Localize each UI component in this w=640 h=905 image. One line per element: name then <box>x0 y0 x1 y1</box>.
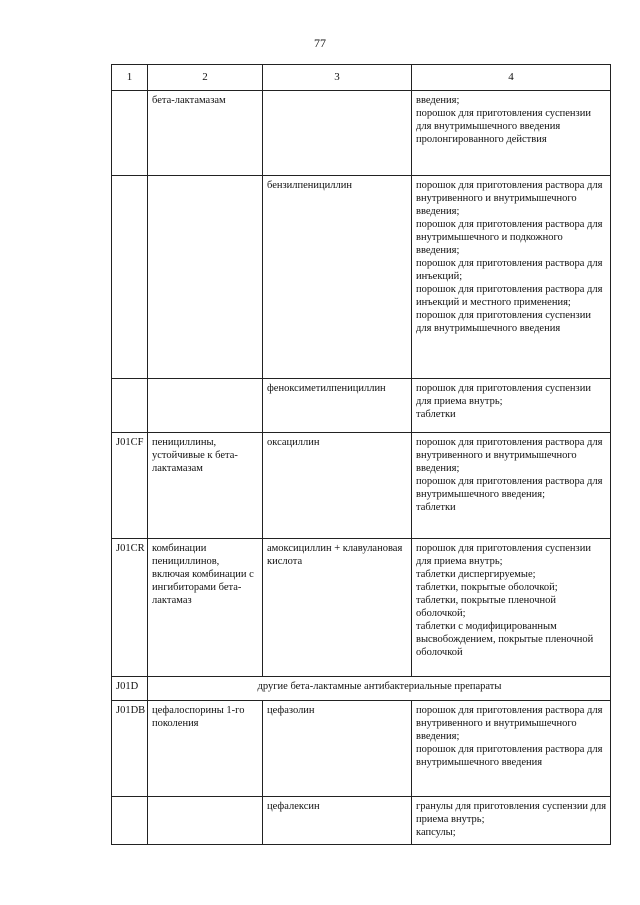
drug-cell: феноксиметилпенициллин <box>263 379 412 433</box>
column-header: 4 <box>412 65 611 91</box>
column-header: 1 <box>112 65 148 91</box>
table-row <box>112 539 611 677</box>
atc-code-cell <box>112 91 148 176</box>
header-row <box>112 65 611 91</box>
group-cell <box>148 379 263 433</box>
atc-code-cell: J01D <box>112 677 148 701</box>
group-cell <box>148 797 263 845</box>
table-row <box>112 379 611 433</box>
atc-code-cell <box>112 797 148 845</box>
group-cell: комбинации пенициллинов, включая комбинации с ингибиторами бета-лактамаз <box>148 539 263 677</box>
dosage-forms-cell: порошок для приготовления раствора для внутривенного и внутримышечного введения; порошок для приготовления раствора для внутримышечного и подкожного введения; порошок для приготовления раствора для инъекций; порошок для приготовления раствора для инъекций и местного применения; порошок для приготовления суспензии для внутримышечного введения <box>412 176 611 379</box>
drug-table <box>111 64 611 845</box>
drug-cell: оксациллин <box>263 433 412 539</box>
column-header: 3 <box>263 65 412 91</box>
atc-code-cell: J01CR <box>112 539 148 677</box>
drug-cell <box>263 91 412 176</box>
atc-code-cell: J01DB <box>112 701 148 797</box>
drug-cell: амоксициллин + клавулановая кислота <box>263 539 412 677</box>
column-header: 2 <box>148 65 263 91</box>
section-title-cell: другие бета-лактамные антибактериальные препараты <box>148 677 611 701</box>
group-cell: бета-лактамазам <box>148 91 263 176</box>
drug-cell: цефазолин <box>263 701 412 797</box>
atc-code-cell <box>112 176 148 379</box>
table-row <box>112 797 611 845</box>
group-cell: цефалоспорины 1-го поколения <box>148 701 263 797</box>
table-row <box>112 433 611 539</box>
atc-code-cell <box>112 379 148 433</box>
drug-cell: бензилпенициллин <box>263 176 412 379</box>
page-number: 77 <box>314 36 326 50</box>
dosage-forms-cell: гранулы для приготовления суспензии для приема внутрь; капсулы; <box>412 797 611 845</box>
group-cell <box>148 176 263 379</box>
atc-code-cell: J01CF <box>112 433 148 539</box>
section-row <box>112 677 611 701</box>
dosage-forms-cell: введения; порошок для приготовления суспензии для внутримышечного введения пролонгированного действия <box>412 91 611 176</box>
table-row <box>112 701 611 797</box>
dosage-forms-cell: порошок для приготовления раствора для внутривенного и внутримышечного введения; порошок для приготовления раствора для внутримышечного введения <box>412 701 611 797</box>
group-cell: пенициллины, устойчивые к бета-лактамазам <box>148 433 263 539</box>
table-row <box>112 91 611 176</box>
dosage-forms-cell: порошок для приготовления суспензии для приема внутрь; таблетки <box>412 379 611 433</box>
drug-cell: цефалексин <box>263 797 412 845</box>
table-row <box>112 176 611 379</box>
dosage-forms-cell: порошок для приготовления раствора для внутривенного и внутримышечного введения; порошок для приготовления раствора для внутримышечного введения; таблетки <box>412 433 611 539</box>
dosage-forms-cell: порошок для приготовления суспензии для приема внутрь; таблетки диспергируемые; таблетки, покрытые оболочкой; таблетки, покрытые пленочной оболочкой; таблетки с модифицированным высвобождением, покрытые пленочной оболочкой <box>412 539 611 677</box>
